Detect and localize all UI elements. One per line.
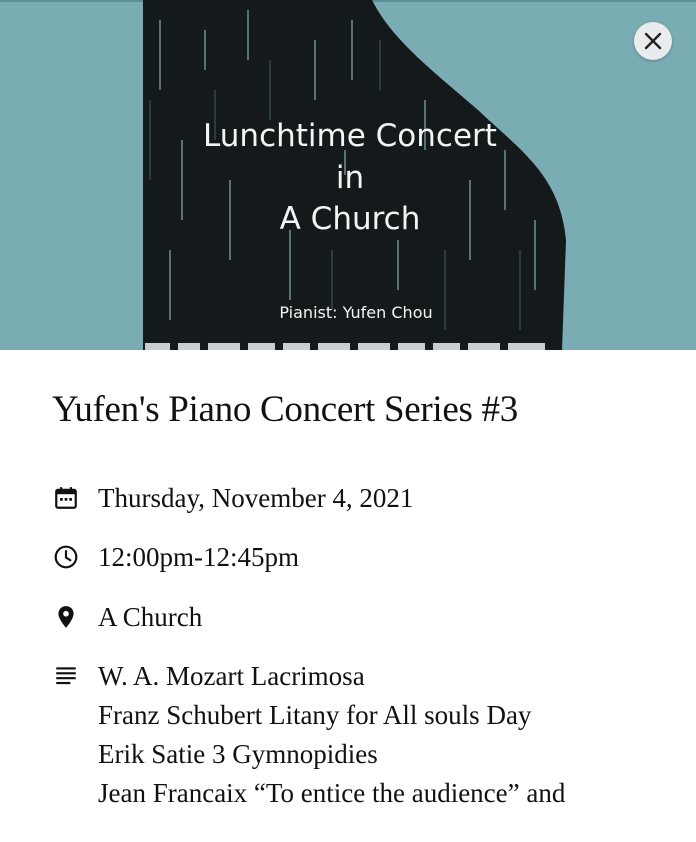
event-details — [0, 350, 696, 842]
event-time-row — [52, 540, 299, 574]
clock-icon — [52, 543, 80, 571]
close-icon — [643, 31, 663, 51]
map-pin-icon — [52, 603, 80, 631]
program-item: Franz Schubert Litany for All souls Day — [98, 700, 532, 730]
banner-pianist: Pianist: Yufen Chou — [279, 303, 433, 322]
event-location-row — [52, 600, 202, 634]
event-location: A Church — [98, 602, 203, 632]
program-item: Erik Satie 3 Gymnopidies — [98, 739, 378, 769]
close-button[interactable] — [634, 22, 672, 60]
program-list — [98, 659, 565, 815]
event-time: 12:00pm-12:45pm — [98, 542, 299, 572]
banner-heading-line3: A Church — [279, 201, 421, 237]
event-date: Thursday, November 4, 2021 — [98, 483, 414, 513]
banner-heading-line1: Lunchtime Concert — [203, 118, 497, 154]
description-icon — [52, 662, 80, 690]
calendar-icon — [52, 484, 80, 512]
event-banner-image — [0, 0, 696, 350]
event-date-row — [52, 481, 413, 515]
piano-artwork — [0, 0, 696, 350]
banner-heading-line2: in — [335, 160, 365, 196]
event-program-row — [52, 659, 565, 815]
program-item: W. A. Mozart Lacrimosa — [98, 661, 365, 691]
program-item: Jean Francaix “To entice the audience” and — [98, 778, 566, 808]
event-title: Yufen's Piano Concert Series #3 — [52, 389, 518, 430]
